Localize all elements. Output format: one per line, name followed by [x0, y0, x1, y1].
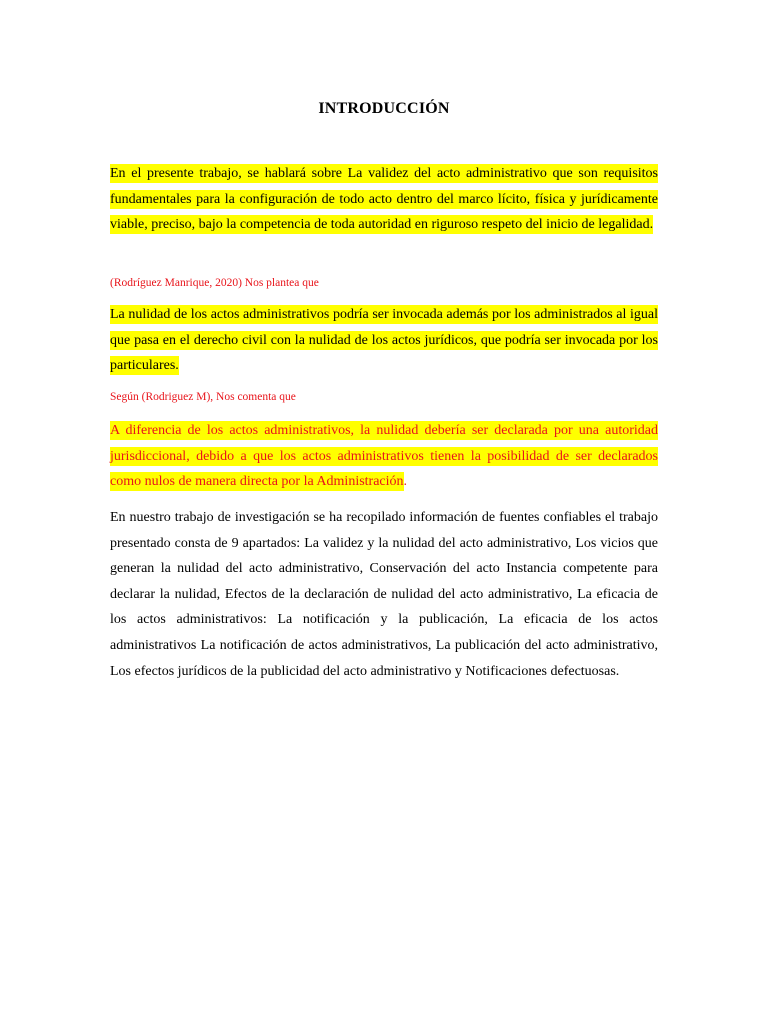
paragraph-investigation: En nuestro trabajo de investigación se ha recopilado información de fuentes confiables el trabajo presentado consta de 9 apartados: La validez y la nulidad del acto administrativo, Los vicios que generan la nulidad del acto administrativo, Conservación del acto Instancia competente para declarar la nulidad, Efectos de la declaración de nulidad del acto administrativo, La eficacia de los actos administrativos: La notificación y la publicación, La eficacia de los actos administrativos La notificación de actos administrativos, La publicación del acto administrativo, Los efectos jurídicos de la publicidad del acto administrativo y Notificaciones defectuosas. [110, 510, 658, 679]
citation-rodriguez-m: Según (Rodriguez M), Nos comenta que [110, 391, 296, 403]
highlighted-text: A diferencia de los actos administrativos, la nulidad debería ser declarada por una autoridad jurisdiccional, debido a que los actos administrativos tienen la posibilidad de ser declarados como nulos de manera directa por la Administración [110, 423, 658, 490]
highlighted-text: La nulidad de los actos administrativos podría ser invocada además por los administrados al igual que pasa en el derecho civil con la nulidad de los actos jurídicos, que podría ser invocada por los particulares. [110, 307, 658, 374]
paragraph-end-period: . [403, 474, 408, 490]
paragraph-quote-diferencia [110, 418, 658, 495]
citation-rodriguez-manrique: (Rodríguez Manrique, 2020) Nos plantea que [110, 277, 319, 289]
page-title: INTRODUCCIÓN [318, 100, 450, 117]
paragraph-intro [110, 161, 658, 238]
paragraph-quote-nulidad [110, 302, 658, 379]
highlighted-text: En el presente trabajo, se hablará sobre La validez del acto administrativo que son requisitos fundamentales para la configuración de todo acto dentro del marco lícito, física y jurídicamente viable, preciso, bajo la competencia de toda autoridad en riguroso respeto del inicio de legalidad. [110, 166, 658, 233]
